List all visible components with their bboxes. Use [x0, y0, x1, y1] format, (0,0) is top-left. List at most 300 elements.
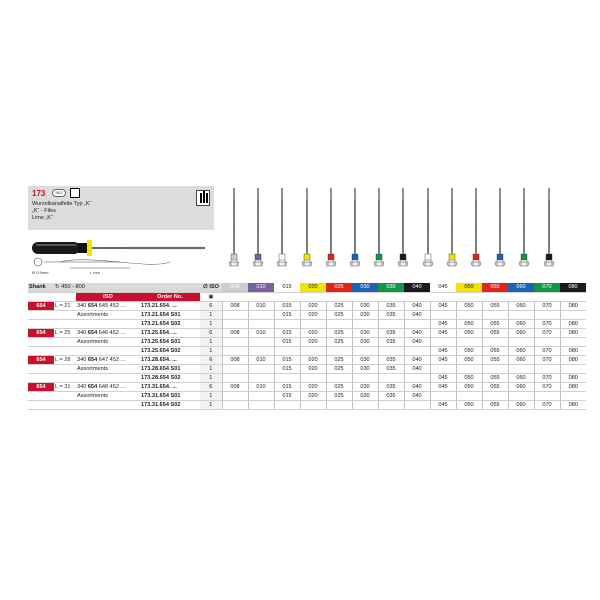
size-cell-020 — [300, 346, 326, 355]
size-cell-080: 080 — [560, 373, 586, 382]
size-cell-035: 035 — [378, 364, 404, 373]
order-number: 173.31.654 S02 — [140, 400, 200, 409]
iso-number: Assortments — [76, 310, 140, 319]
blank-cell — [28, 310, 54, 319]
size-cell-025: 025 — [326, 337, 352, 346]
size-cell-025: 025 — [326, 382, 352, 391]
quantity: 1 — [200, 346, 222, 355]
size-cell-080: 080 — [560, 355, 586, 364]
length-label: L = 31 — [54, 382, 76, 391]
size-cell-060: 060 — [508, 382, 534, 391]
blank-cell — [54, 319, 76, 328]
size-cell-050: 050 — [456, 400, 482, 409]
product-header — [28, 186, 214, 230]
iso-number — [76, 400, 140, 409]
size-cell-035 — [378, 400, 404, 409]
blank-cell — [28, 391, 54, 400]
size-cell-070 — [534, 310, 560, 319]
order-number: 173.21.654 S01 — [140, 310, 200, 319]
size-cell-050: 050 — [456, 319, 482, 328]
blank-cell — [248, 292, 274, 301]
instrument-050 — [444, 186, 460, 270]
blank-cell — [456, 292, 482, 301]
size-header-035: 035 — [378, 283, 404, 292]
size-cell-020: 020 — [300, 301, 326, 310]
iso-number: 340 654 645 452 ... — [76, 301, 140, 310]
size-cell-035: 035 — [378, 301, 404, 310]
size-cell-050 — [456, 391, 482, 400]
size-cell-015: 015 — [274, 310, 300, 319]
size-cell-060: 060 — [508, 373, 534, 382]
table-row — [28, 373, 586, 382]
size-cell-015 — [274, 373, 300, 382]
size-cell-030 — [352, 319, 378, 328]
size-header-020: 020 — [300, 283, 326, 292]
size-cell-055 — [482, 364, 508, 373]
size-cell-080: 080 — [560, 400, 586, 409]
order-number: 173.25.654 S01 — [140, 337, 200, 346]
size-cell-035 — [378, 346, 404, 355]
blank-cell — [300, 292, 326, 301]
blank-cell — [222, 292, 248, 301]
size-cell-010: 010 — [248, 382, 274, 391]
size-cell-030: 030 — [352, 310, 378, 319]
size-cell-025: 025 — [326, 355, 352, 364]
size-header-055: 055 — [482, 283, 508, 292]
order-number: 173.21.654. ... — [140, 301, 200, 310]
size-cell-040: 040 — [404, 301, 430, 310]
size-cell-045: 045 — [430, 328, 456, 337]
order-number: 173.25.654. ... — [140, 328, 200, 337]
size-cell-008 — [222, 346, 248, 355]
quantity: 6 — [200, 355, 222, 364]
instrument-055 — [468, 186, 484, 270]
size-header-050: 050 — [456, 283, 482, 292]
quantity: 1 — [200, 373, 222, 382]
table-row — [28, 364, 586, 373]
iso-number — [76, 346, 140, 355]
blank-cell — [560, 292, 586, 301]
iso-number: 340 654 648 452 ... — [76, 382, 140, 391]
size-cell-008: 008 — [222, 355, 248, 364]
quantity: 1 — [200, 310, 222, 319]
size-cell-055 — [482, 337, 508, 346]
size-cell-055: 055 — [482, 355, 508, 364]
size-cell-020: 020 — [300, 382, 326, 391]
blank-cell — [54, 391, 76, 400]
size-cell-008 — [222, 391, 248, 400]
product-name-de: Wurzelkanalfeile Typ „K“ — [32, 201, 92, 207]
table-row — [28, 301, 586, 310]
size-cell-015: 015 — [274, 382, 300, 391]
size-cell-010 — [248, 391, 274, 400]
size-cell-030: 030 — [352, 328, 378, 337]
size-cell-030 — [352, 346, 378, 355]
instrument-060 — [492, 186, 508, 270]
size-cell-050 — [456, 337, 482, 346]
size-cell-060: 060 — [508, 328, 534, 337]
instrument-015 — [274, 186, 290, 270]
qty-icon: ▣ — [200, 292, 222, 301]
size-cell-015: 015 — [274, 364, 300, 373]
size-header-045: 045 — [430, 283, 456, 292]
size-cell-010: 010 — [248, 328, 274, 337]
blank-cell — [28, 400, 54, 409]
size-cell-045: 045 — [430, 373, 456, 382]
size-cell-080 — [560, 364, 586, 373]
length-label: L = 21 — [54, 301, 76, 310]
size-cell-030: 030 — [352, 355, 378, 364]
instrument-070 — [516, 186, 532, 270]
length-label: L = 25 — [54, 328, 76, 337]
size-cell-008 — [222, 337, 248, 346]
size-cell-008 — [222, 310, 248, 319]
table-row — [28, 337, 586, 346]
size-cell-040: 040 — [404, 355, 430, 364]
size-cell-060: 060 — [508, 355, 534, 364]
table-row — [28, 319, 586, 328]
size-cell-080 — [560, 391, 586, 400]
size-cell-025: 025 — [326, 391, 352, 400]
blank-cell — [54, 364, 76, 373]
size-cell-025: 025 — [326, 301, 352, 310]
size-cell-010 — [248, 400, 274, 409]
blank-cell — [54, 373, 76, 382]
size-cell-055: 055 — [482, 346, 508, 355]
order-number: 173.28.654 S01 — [140, 364, 200, 373]
instrument-040 — [395, 186, 411, 270]
quantity: 6 — [200, 382, 222, 391]
blank-cell — [54, 337, 76, 346]
col-order: Order No. — [140, 292, 200, 301]
tip-dimension: Ø 0.5mm — [32, 270, 49, 275]
size-cell-015: 015 — [274, 328, 300, 337]
size-cell-060 — [508, 337, 534, 346]
iso-number — [76, 319, 140, 328]
size-cell-055: 055 — [482, 328, 508, 337]
size-cell-015 — [274, 400, 300, 409]
blank-cell — [54, 310, 76, 319]
size-cell-020: 020 — [300, 364, 326, 373]
size-cell-020 — [300, 373, 326, 382]
size-cell-008 — [222, 400, 248, 409]
table-row — [28, 391, 586, 400]
size-cell-050: 050 — [456, 382, 482, 391]
iso-number: Assortments — [76, 391, 140, 400]
size-cell-070: 070 — [534, 373, 560, 382]
instrument-025 — [323, 186, 339, 270]
size-cell-010 — [248, 364, 274, 373]
table-row — [28, 328, 586, 337]
shank-label: Shank — [28, 283, 54, 292]
product-name-en: „K“ - Files — [32, 208, 56, 214]
size-cell-050 — [456, 310, 482, 319]
iso-number: Assortments — [76, 364, 140, 373]
size-cell-060: 060 — [508, 346, 534, 355]
size-cell-070: 070 — [534, 319, 560, 328]
size-cell-050 — [456, 364, 482, 373]
size-cell-015: 015 — [274, 391, 300, 400]
size-cell-025: 025 — [326, 328, 352, 337]
size-cell-020: 020 — [300, 391, 326, 400]
shank-number: 654 — [28, 328, 54, 337]
size-cell-040 — [404, 373, 430, 382]
instrument-030 — [347, 186, 363, 270]
size-cell-010 — [248, 310, 274, 319]
blank-cell — [274, 292, 300, 301]
size-cell-008 — [222, 373, 248, 382]
size-cell-045 — [430, 391, 456, 400]
size-cell-080: 080 — [560, 382, 586, 391]
size-cell-060 — [508, 364, 534, 373]
size-cell-070 — [534, 337, 560, 346]
iso-number: Assortments — [76, 337, 140, 346]
rpm-range: ↻ 450 - 800 — [54, 283, 200, 292]
size-cell-070: 070 — [534, 400, 560, 409]
size-cell-010 — [248, 319, 274, 328]
size-cell-060: 060 — [508, 319, 534, 328]
size-cell-030: 030 — [352, 391, 378, 400]
size-cell-055: 055 — [482, 373, 508, 382]
size-cell-045: 045 — [430, 400, 456, 409]
iso-number — [76, 373, 140, 382]
size-cell-080: 080 — [560, 301, 586, 310]
size-cell-035: 035 — [378, 337, 404, 346]
quantity: 1 — [200, 391, 222, 400]
size-cell-015: 015 — [274, 337, 300, 346]
size-cell-050: 050 — [456, 301, 482, 310]
size-cell-070 — [534, 364, 560, 373]
size-cell-060: 060 — [508, 400, 534, 409]
iso-header: ∅ ISO — [200, 283, 222, 292]
size-cell-045: 045 — [430, 319, 456, 328]
dimension-drawing — [30, 256, 210, 276]
column-header-row — [28, 292, 586, 301]
size-cell-055 — [482, 391, 508, 400]
size-cell-015 — [274, 319, 300, 328]
size-header-015: 015 — [274, 283, 300, 292]
size-cell-025 — [326, 346, 352, 355]
size-header-010: 010 — [248, 283, 274, 292]
instrument-080 — [541, 186, 557, 270]
size-header-025: 025 — [326, 283, 352, 292]
size-cell-045 — [430, 337, 456, 346]
quantity: 1 — [200, 400, 222, 409]
table-row — [28, 382, 586, 391]
size-cell-070: 070 — [534, 328, 560, 337]
size-cell-020: 020 — [300, 355, 326, 364]
size-cell-030: 030 — [352, 364, 378, 373]
ordering-table — [28, 283, 586, 410]
size-cell-035 — [378, 373, 404, 382]
size-cell-035: 035 — [378, 310, 404, 319]
size-cell-070: 070 — [534, 355, 560, 364]
size-cell-060: 060 — [508, 301, 534, 310]
iso-number: 340 654 647 452 ... — [76, 355, 140, 364]
size-cell-030: 030 — [352, 382, 378, 391]
shank-number: 654 — [28, 301, 54, 310]
quantity: 6 — [200, 301, 222, 310]
blank-cell — [54, 346, 76, 355]
size-cell-030: 030 — [352, 337, 378, 346]
size-cell-070: 070 — [534, 301, 560, 310]
blank-cell — [28, 373, 54, 382]
size-header-008: 008 — [222, 283, 248, 292]
size-cell-025: 025 — [326, 364, 352, 373]
instrument-010 — [250, 186, 266, 270]
quantity: 1 — [200, 337, 222, 346]
size-cell-040: 040 — [404, 310, 430, 319]
size-cell-055 — [482, 310, 508, 319]
size-cell-010 — [248, 337, 274, 346]
length-label: L = 28 — [54, 355, 76, 364]
instrument-045 — [420, 186, 436, 270]
size-cell-030 — [352, 400, 378, 409]
product-name-fr: Lime „K“ — [32, 215, 53, 221]
size-header-070: 070 — [534, 283, 560, 292]
size-cell-055: 055 — [482, 319, 508, 328]
size-cell-035: 035 — [378, 382, 404, 391]
size-cell-010: 010 — [248, 355, 274, 364]
order-number: 173.21.654 S02 — [140, 319, 200, 328]
size-cell-040: 040 — [404, 337, 430, 346]
size-header-060: 060 — [508, 283, 534, 292]
blank-cell — [54, 400, 76, 409]
shank-number: 654 — [28, 355, 54, 364]
blank-cell — [378, 292, 404, 301]
size-cell-015 — [274, 346, 300, 355]
size-cell-035: 035 — [378, 391, 404, 400]
size-cell-050: 050 — [456, 355, 482, 364]
size-cell-045: 045 — [430, 355, 456, 364]
product-code: 173 — [32, 189, 46, 198]
size-cell-025: 025 — [326, 310, 352, 319]
size-cell-020: 020 — [300, 310, 326, 319]
size-cell-030: 030 — [352, 301, 378, 310]
blank-cell — [482, 292, 508, 301]
size-cell-040: 040 — [404, 382, 430, 391]
size-cell-035: 035 — [378, 328, 404, 337]
size-cell-045: 045 — [430, 301, 456, 310]
size-cell-045: 045 — [430, 346, 456, 355]
size-cell-055: 055 — [482, 382, 508, 391]
size-cell-045 — [430, 364, 456, 373]
size-cell-008 — [222, 364, 248, 373]
size-cell-070: 070 — [534, 382, 560, 391]
square-shank-icon — [70, 188, 80, 198]
size-cell-080: 080 — [560, 346, 586, 355]
size-cell-050: 050 — [456, 328, 482, 337]
size-cell-010: 010 — [248, 301, 274, 310]
size-cell-015: 015 — [274, 355, 300, 364]
size-cell-020 — [300, 400, 326, 409]
blank-cell — [404, 292, 430, 301]
blank-cell — [28, 292, 76, 301]
size-cell-070 — [534, 391, 560, 400]
size-cell-015: 015 — [274, 301, 300, 310]
size-cell-035 — [378, 319, 404, 328]
order-number: 173.25.654 S02 — [140, 346, 200, 355]
size-cell-025 — [326, 373, 352, 382]
size-cell-008: 008 — [222, 328, 248, 337]
size-cell-080 — [560, 310, 586, 319]
quantity: 1 — [200, 319, 222, 328]
order-number: 173.31.654 S01 — [140, 391, 200, 400]
size-cell-050: 050 — [456, 373, 482, 382]
blank-cell — [534, 292, 560, 301]
size-cell-040 — [404, 400, 430, 409]
blank-cell — [326, 292, 352, 301]
size-cell-030 — [352, 373, 378, 382]
size-cell-080: 080 — [560, 328, 586, 337]
size-cell-008: 008 — [222, 301, 248, 310]
size-cell-055: 055 — [482, 301, 508, 310]
shank-number: 654 — [28, 382, 54, 391]
blank-cell — [28, 319, 54, 328]
size-cell-020 — [300, 319, 326, 328]
instrument-020 — [299, 186, 315, 270]
size-cell-008 — [222, 319, 248, 328]
blank-cell — [430, 292, 456, 301]
table-row — [28, 346, 586, 355]
order-number: 173.28.654. ... — [140, 355, 200, 364]
blank-cell — [352, 292, 378, 301]
iso-number: 340 654 646 452 ... — [76, 328, 140, 337]
blank-cell — [28, 337, 54, 346]
size-header-080: 080 — [560, 283, 586, 292]
size-cell-035: 035 — [378, 355, 404, 364]
brand-logo-icon — [196, 190, 210, 206]
table-row — [28, 355, 586, 364]
size-cell-060 — [508, 310, 534, 319]
size-cell-010 — [248, 373, 274, 382]
size-cell-040: 040 — [404, 328, 430, 337]
size-cell-060 — [508, 391, 534, 400]
order-number: 173.28.654 S02 — [140, 373, 200, 382]
size-cell-025 — [326, 319, 352, 328]
size-cell-010 — [248, 346, 274, 355]
size-cell-070: 070 — [534, 346, 560, 355]
table-row — [28, 310, 586, 319]
size-cell-040 — [404, 319, 430, 328]
iso-pill: ISO — [52, 189, 66, 197]
size-cell-020: 020 — [300, 337, 326, 346]
size-cell-080 — [560, 337, 586, 346]
instrument-008 — [226, 186, 242, 270]
quantity: 1 — [200, 364, 222, 373]
size-header-030: 030 — [352, 283, 378, 292]
instrument-035 — [371, 186, 387, 270]
size-cell-040 — [404, 346, 430, 355]
order-number: 173.31.654. ... — [140, 382, 200, 391]
size-cell-080: 080 — [560, 319, 586, 328]
size-cell-040: 040 — [404, 391, 430, 400]
blank-cell — [508, 292, 534, 301]
length-dimension: L mm — [90, 270, 100, 275]
size-cell-045: 045 — [430, 382, 456, 391]
size-cell-050: 050 — [456, 346, 482, 355]
size-cell-045 — [430, 310, 456, 319]
size-cell-020: 020 — [300, 328, 326, 337]
size-cell-025 — [326, 400, 352, 409]
size-header-040: 040 — [404, 283, 430, 292]
blank-cell — [28, 346, 54, 355]
table-row — [28, 400, 586, 409]
size-cell-055: 055 — [482, 400, 508, 409]
size-cell-008: 008 — [222, 382, 248, 391]
quantity: 6 — [200, 328, 222, 337]
blank-cell — [28, 364, 54, 373]
